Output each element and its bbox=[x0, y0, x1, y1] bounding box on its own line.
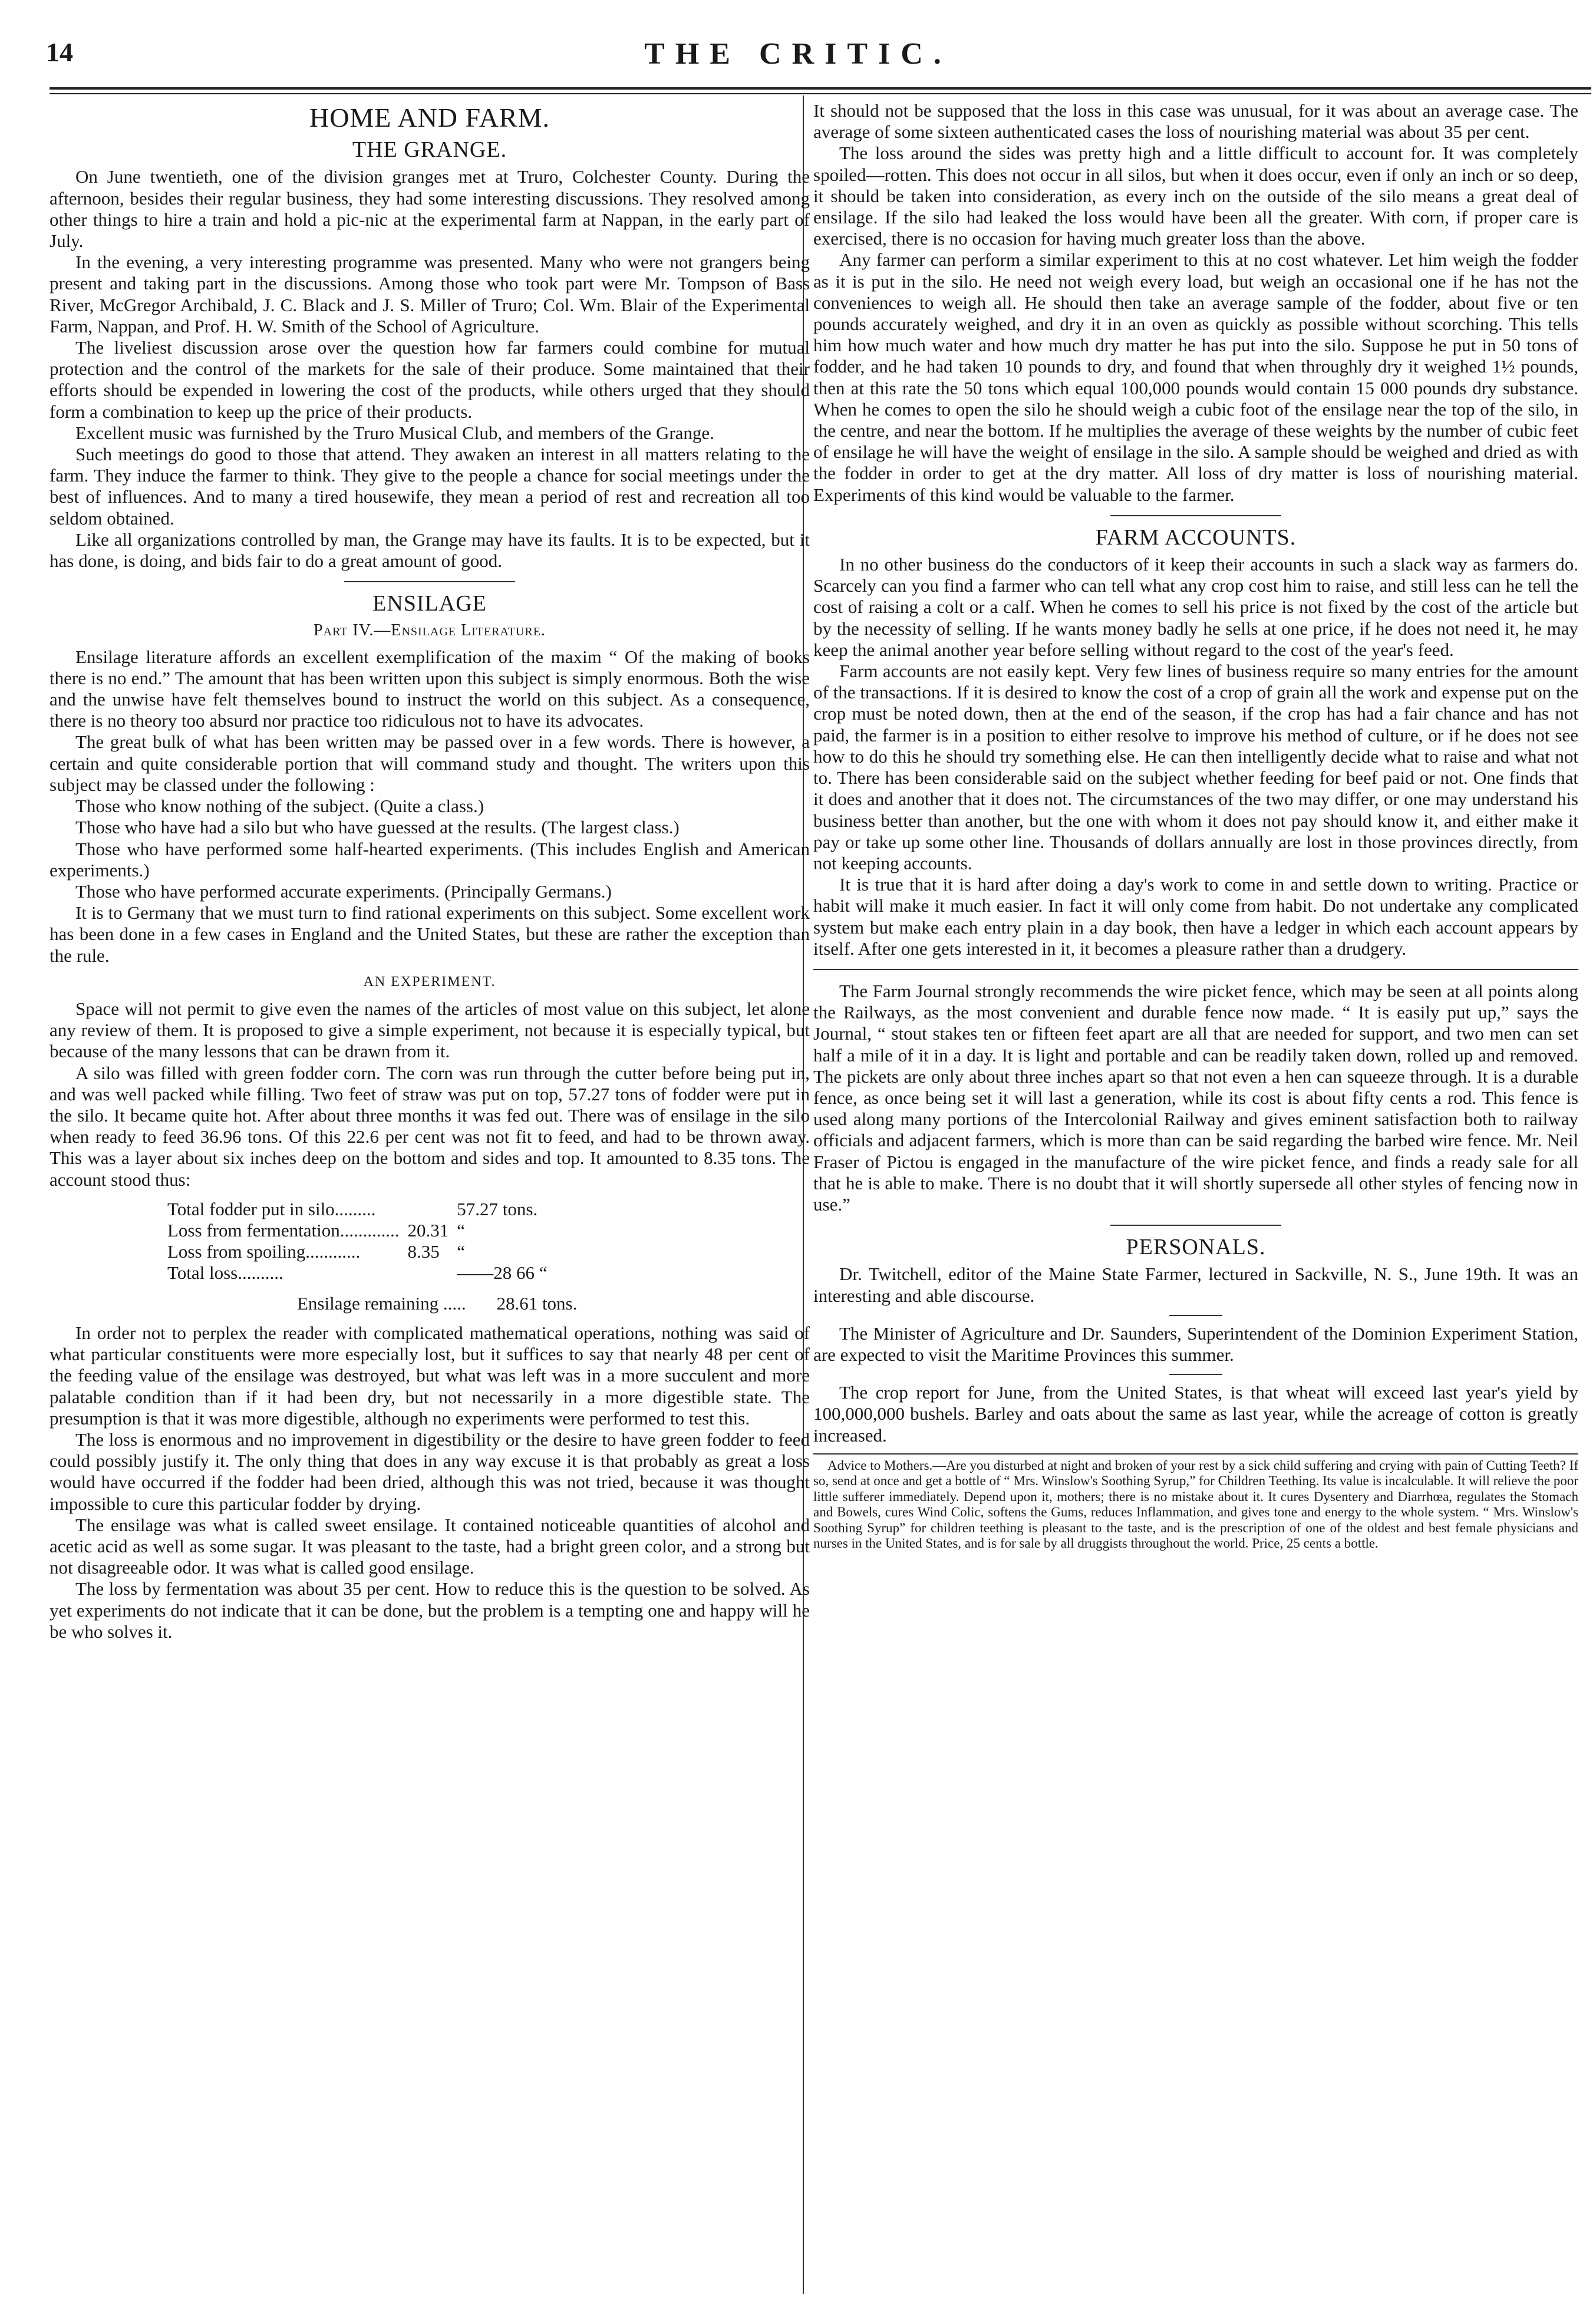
ensilage-paragraph: Ensilage literature affords an excellent exemplification of the maxim “ Of the making of books there is no end.” The amount that has been written upon this subject is simply enormous. Both the wise and the unwise have felt themselves bound to instruct the world on this subject. As a consequence, there is no theory too absurd nor practice too ridiculous not to have its advocates. bbox=[50, 646, 810, 731]
grange-paragraph: The liveliest discussion arose over the question how far farmers could combine for mutual protection and the control of the markets for the sale of their produce. Some maintained that their efforts should be expended in lowering the cost of the products, while others urged that they should form a combination to keep up the price of their products. bbox=[50, 337, 810, 422]
farm-accounts-paragraph: It is true that it is hard after doing a day's work to come in and settle down to writing. Practice or habit will make it much easier. In fact it will only come from habit. Do not undertake any complicated system but make each entry plain in a day book, then have a ledger in which each account appears by itself. After one gets interested in it, it becomes a pleasure rather than a drudgery. bbox=[813, 874, 1578, 959]
ensilage-continued-paragraph: It should not be supposed that the loss in this case was unusual, for it was about an average case. The average of some sixteen authenticated cases the loss of nourishing material was about 35 per cent. bbox=[813, 100, 1578, 143]
list-item: It is to Germany that we must turn to find rational experiments on this subject. Some excellent work has been done in a few cases in England and the United States, but these are rather the exception than the rule. bbox=[50, 902, 810, 966]
header-rule-thick bbox=[50, 87, 1591, 90]
section-heading-home-and-farm: HOME AND FARM. bbox=[309, 103, 550, 133]
farm-accounts-paragraph: In no other business do the conductors of it keep their accounts in such a slack way as farmers do. Scarcely can you find a farmer who can tell what any crop cost him to raise, and still less can he tell the cost of raising a colt or a calf. When he comes to sell his price is not fixed by the cost of the article but by the necessity of selling. If he wants money badly he sells at one price, if he does not need it, he may keep the animal another year before selling without regard to the cost of the year's feed. bbox=[813, 554, 1578, 660]
table-row bbox=[167, 1220, 555, 1241]
farm-accounts-paragraph: Farm accounts are not easily kept. Very few lines of business require so many entries for the amount of the transactions. If it is desired to know the cost of a crop of grain all the work and expense put on the crop must be noted down, then at the end of the season, if the crop has had a fair chance and has not paid, the farmer is in a position to either resolve to improve his method of culture, or if he does not see how to do this he should try something else. He can then intelligently decide what to raise and what not to. There has been considerable said on the subject whether feeding for beef paid or not. One finds that it does and another that it does not. The circumstances of the two may differ, or one may understand his business better than another, but the one with whom it does not pay should know it, and either make it pay or take up some other line. Thousands of dollars annually are lost in those provinces directly, from not keeping accounts. bbox=[813, 661, 1578, 873]
account-label: Loss from fermentation............. bbox=[167, 1219, 400, 1241]
article-heading-personals: PERSONALS. bbox=[1126, 1235, 1266, 1260]
grange-paragraph: In the evening, a very interesting programme was presented. Many who were not grangers being present and taking part in the discussions. Among those who took part were Mr. Tompson of Bass River, McGregor Archibald, J. C. Black and J. S. Miller of Truro; Col. Wm. Blair of the Experimental Farm, Nappan, and Prof. H. W. Smith of the School of Agriculture. bbox=[50, 252, 810, 337]
left-column bbox=[50, 100, 810, 1643]
article-heading-grange: THE GRANGE. bbox=[352, 137, 507, 163]
right-column bbox=[803, 100, 1578, 1552]
account-total: ——28 66 “ bbox=[457, 1262, 548, 1283]
grange-paragraph: Excellent music was furnished by the Truro Musical Club, and members of the Grange. bbox=[75, 422, 714, 443]
fence-paragraph: The Farm Journal strongly recommends the wire picket fence, which may be seen at all points along the Railways, as the most convenient and durable fence now made. “ It is easily put up,” says the Journal, “ stout stakes ten or fifteen feet apart are all that are needed for support, and two men can set half a mile of it in a day. It is light and portable and can be readily taken down, rolled up and removed. The pickets are only about three inches apart so that not even a hen can squeeze through. It is a durable fence, as once being set it will last a generation, while its cost is about fifty cents a rod. This fence is used along many portions of the Intercolonial Railway and gives eminent satisfaction both to railway officials and adjacent farmers, which is more than can be said regarding the barbed wire fence. Mr. Neil Fraser of Pictou is engaged in the manufacture of the wire picket fence, and finds a ready sale for all that he is able to make. There is no doubt that it will shortly supersede all other styles of fencing now in use.” bbox=[813, 980, 1578, 1215]
account-table bbox=[167, 1199, 555, 1284]
grange-paragraph: Such meetings do good to those that attend. They awaken an interest in all matters relating to the farm. They induce the farmer to think. They give to the people a chance for social meetings under the best of influences. And to many a tired housewife, they mean a period of rest and recreation all too seldom obtained. bbox=[50, 444, 810, 529]
remaining-label: Ensilage remaining ..... bbox=[297, 1292, 466, 1314]
table-row bbox=[167, 1199, 555, 1220]
experiment-paragraph: A silo was filled with green fodder corn. The corn was run through the cutter before being put in, and was well packed while filling. Two feet of straw was put on top, 57.27 tons of fodder were put in the silo. It became quite hot. After about three months it was fed out. There was of ensilage in the silo when ready to feed 36.96 tons. Of this 22.6 per cent was not fit to feed, and had to be thrown away. This was a layer about six inches deep on the bottom and sides and top. It amounted to 8.35 tons. The account stood thus: bbox=[50, 1062, 810, 1190]
ensilage-paragraph: The loss by fermentation was about 35 per cent. How to reduce this is the question to be solved. As yet experiments do not indicate that it can be done, but the problem is a tempting one and happy will he be who solves it. bbox=[50, 1578, 810, 1642]
paper-title: THE CRITIC. bbox=[644, 37, 952, 71]
table-row bbox=[167, 1262, 555, 1284]
account-value bbox=[407, 1262, 457, 1284]
account-label: Total loss.......... bbox=[167, 1262, 283, 1283]
separator-rule bbox=[1110, 515, 1281, 516]
separator-rule bbox=[1169, 1315, 1222, 1316]
separator-rule bbox=[344, 581, 515, 582]
personal-item: Dr. Twitchell, editor of the Maine State Farmer, lectured in Sackville, N. S., June 19th. It was an interesting and able discourse. bbox=[813, 1264, 1578, 1306]
list-item: Those who know nothing of the subject. (Quite a class.) bbox=[75, 796, 484, 817]
ensilage-continued-paragraph: The loss around the sides was pretty high and a little difficult to account for. It was completely spoiled—rotten. This does not occur in all silos, but when it does occur, even if only an inch or so deep, it should be taken into consideration, as every inch on the outside of the silo means a great deal of ensilage. If the silo had leaked the loss would have been all the greater. With corn, if proper care is exercised, there is no occasion for having much greater loss than the above. bbox=[813, 143, 1578, 249]
personal-item: The crop report for June, from the United States, is that wheat will exceed last year's yield by 100,000,000 bushels. Barley and oats about the same as last year, while the acreage of cotton is greatly increased. bbox=[813, 1382, 1578, 1446]
ensilage-paragraph: The loss is enormous and no improvement in digestibility or the desire to have green fodder to feed could possibly justify it. The only thing that does in any way excuse it is that probably as great a loss would have occurred if the fodder had been dried, although this was not tried, because it was thought impossible to cure this particular fodder by drying. bbox=[50, 1429, 810, 1514]
header-rule-thin bbox=[50, 93, 1591, 94]
experiment-paragraph: Space will not permit to give even the names of the articles of most value on this subject, let alone any review of them. It is proposed to give a simple experiment, not because it is especially typical, but because of the many lessons that can be drawn from it. bbox=[50, 998, 810, 1062]
separator-rule bbox=[813, 1453, 1578, 1455]
list-item: Those who have had a silo but who have guessed at the results. (The largest class.) bbox=[75, 817, 680, 838]
account-total: 57.27 tons. bbox=[457, 1198, 538, 1219]
ensilage-paragraph: The ensilage was what is called sweet ensilage. It contained noticeable quantities of alcohol and acetic acid as well as some sugar. It was pleasant to the taste, had a bright green color, and a strong but not disagreeable odor. It was what is called good ensilage. bbox=[50, 1514, 810, 1578]
account-label: Loss from spoiling............ bbox=[167, 1241, 361, 1262]
separator-rule bbox=[813, 969, 1578, 970]
separator-rule bbox=[1169, 1374, 1222, 1375]
account-total: “ bbox=[457, 1219, 465, 1241]
ensilage-paragraph: In order not to perplex the reader with complicated mathematical operations, nothing was said of what particular constituents were more especially lost, but it suffices to say that nearly 48 per cent of the feeding value of the ensilage was destroyed, but what was left was in a more succulent and more palatable condition than if it had been dry, but not necessarily in a more digestible state. The presumption is that it was more digestible, although no experiments were performed to test this. bbox=[50, 1322, 810, 1429]
ensilage-remaining-line bbox=[50, 1293, 810, 1314]
account-label: Total fodder put in silo......... bbox=[167, 1198, 376, 1219]
list-item: Those who have performed accurate experiments. (Principally Germans.) bbox=[75, 880, 612, 902]
article-heading-farm-accounts: FARM ACCOUNTS. bbox=[1095, 525, 1297, 550]
table-row bbox=[167, 1241, 555, 1262]
account-value: 20.31 bbox=[407, 1219, 449, 1241]
account-value bbox=[407, 1199, 457, 1220]
page-number: 14 bbox=[46, 37, 73, 67]
article-heading-ensilage: ENSILAGE bbox=[372, 591, 487, 616]
advertisement-block bbox=[813, 1458, 1578, 1552]
separator-rule bbox=[1110, 1225, 1281, 1226]
list-item: Those who have performed some half-hearted experiments. (This includes English and American experiments.) bbox=[50, 838, 810, 880]
experiment-heading: AN EXPERIMENT. bbox=[363, 974, 496, 990]
remaining-value: 28.61 tons. bbox=[496, 1292, 578, 1314]
account-total: “ bbox=[457, 1241, 465, 1262]
advertisement-text: Advice to Mothers.—Are you disturbed at night and broken of your rest by a sick child suffering and crying with pain of Cutting Teeth? If so, send at once and get a bottle of “ Mrs. Winslow's Soothing Syrup,” for Children Teething. Its value is incalculable. It will relieve the poor little sufferer immediately. Depend upon it, mothers; there is no mistake about it. It cures Dysentery and Diarrhœa, regulates the Stomach and Bowels, cures Wind Colic, softens the Gums, reduces Inflammation, and gives tone and energy to the whole system. “ Mrs. Winslow's Soothing Syrup” for children teething is pleasant to the taste, and is the prescription of one of the oldest and best female physicians and nurses in the United States, and is for sale by all druggists throughout the world. Price, 25 cents a bottle. bbox=[813, 1457, 1578, 1551]
grange-paragraph: Like all organizations controlled by man, the Grange may have its faults. It is to be expected, but it has done, is doing, and bids fair to do a great amount of good. bbox=[50, 529, 810, 572]
ensilage-continued-paragraph: Any farmer can perform a similar experiment to this at no cost whatever. Let him weigh the fodder as it is put in the silo. He need not weigh every load, but weigh an occasional one if he has not the conveniences to weigh all. He should then take an average sample of the fodder, about five or ten pounds accurately weighed, and dry it in an oven as quickly as possible without scorching. This tells him how much water and how much dry matter he has put into the silo. Suppose he put in 50 tons of fodder, and he had taken 10 pounds to dry, and found that when throughly dry it weighed 1½ pounds, then at this rate the 50 tons which equal 100,000 pounds would contain 15 000 pounds dry substance. When he comes to open the silo he should weigh a cubic foot of the ensilage near the top of the silo, in the centre, and near the bottom. If he multiplies the average of these weights by the number of cubic feet of ensilage he will have the weight of ensilage in the silo. A sample should be weighed and dried as with the fodder in order to get at the dry matter. All loss of dry matter is loss of nourishing material. Experiments of this kind would be valuable to the farmer. bbox=[813, 249, 1578, 505]
writer-classes-list bbox=[50, 796, 810, 967]
article-subheading: Part IV.—Ensilage Literature. bbox=[314, 621, 546, 640]
grange-paragraph: On June twentieth, one of the division granges met at Truro, Colchester County. During the afternoon, besides their regular business, they had some interesting discussions. They resolved among other things to hire a train and hold a pic-nic at the experimental farm at Nappan, in the early part of July. bbox=[50, 166, 810, 252]
ensilage-paragraph: The great bulk of what has been written may be passed over in a few words. There is however, a certain and quite considerable portion that will command study and thought. The writers upon this subject may be classed under the following : bbox=[50, 731, 810, 795]
personal-item: The Minister of Agriculture and Dr. Saunders, Superintendent of the Dominion Experiment Station, are expected to visit the Maritime Provinces this summer. bbox=[813, 1323, 1578, 1365]
account-value: 8.35 bbox=[407, 1241, 440, 1262]
